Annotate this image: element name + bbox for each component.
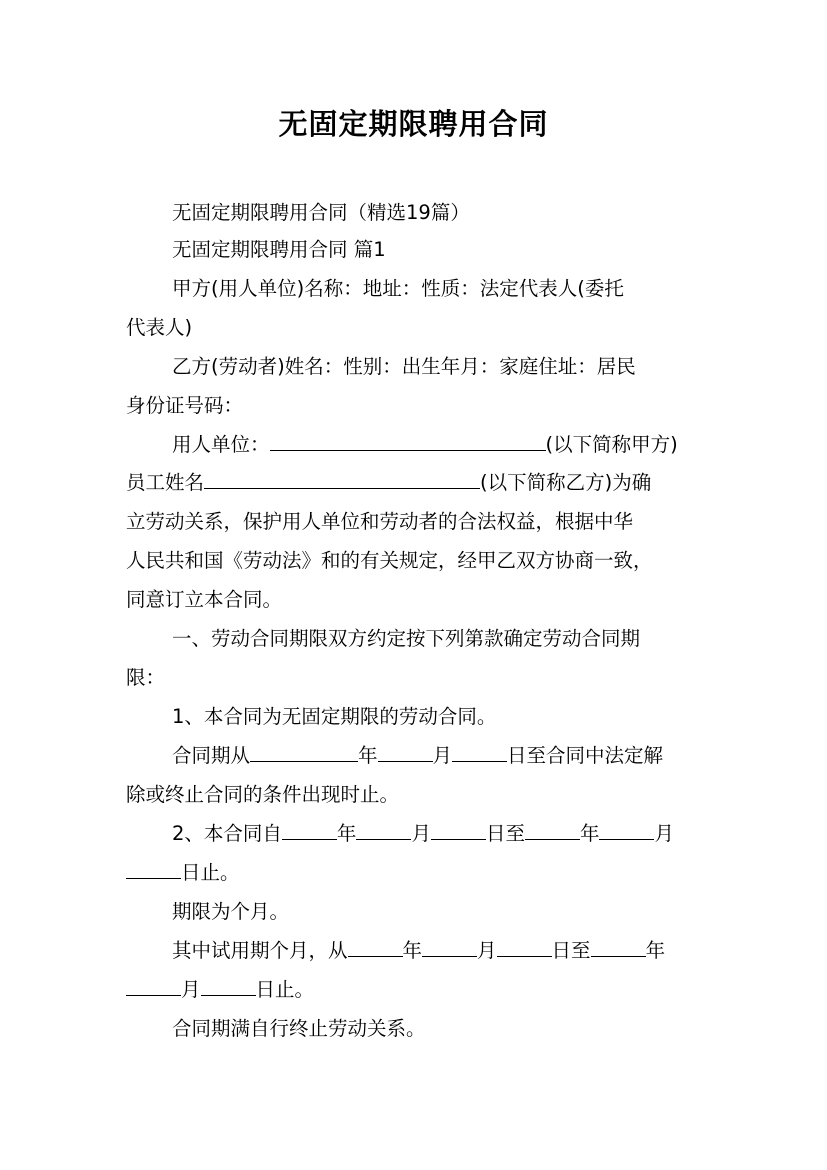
text-segment: 日至 [551,939,591,962]
paragraph-clause-1: 1、本合同为无固定期限的劳动合同。 [172,705,497,728]
paragraph-contract-period-cont: 除或终止合同的条件出现时止。 [126,783,400,806]
blank-field [126,860,181,879]
blank-field [591,938,646,957]
paragraph-subtitle: 无固定期限聘用合同（精选19篇） [172,201,470,224]
text-segment: 2、本合同自 [172,822,282,845]
blank-field [356,821,411,840]
blank-field [348,938,403,957]
paragraph-party-a: 甲方(用人单位)名称：地址：性质：法定代表人(委托 [172,277,624,300]
paragraph-probation [172,938,665,964]
blank-field [497,938,552,957]
blank-field [599,821,654,840]
employee-blank [204,470,480,489]
text-segment: 日止。 [255,978,315,1001]
text-segment: 年 [336,822,357,845]
employee-label: 员工姓名 [126,471,205,494]
blank-field [282,821,337,840]
blank-field [201,977,256,996]
blank-field [126,977,181,996]
text-segment: 月 [411,822,431,845]
text-segment: 日至 [485,822,525,845]
paragraph-term-heading-cont: 限： [126,666,166,689]
text-segment: 月 [477,939,497,962]
paragraph-expiry: 合同期满自行终止劳动关系。 [172,1017,426,1040]
text-segment: 年 [358,744,378,767]
text-segment: 其中试用期个月，从 [172,939,348,962]
text-segment: 月 [654,822,674,845]
text-segment: 月 [432,744,453,767]
employer-blank [270,432,546,451]
blank-field [431,821,486,840]
paragraph-section-heading: 无固定期限聘用合同 篇1 [172,238,386,261]
paragraph-probation-cont [126,977,314,1003]
paragraph-employer-line [172,432,678,458]
paragraph-party-b-cont: 身份证号码： [126,394,244,417]
paragraph-purpose-1: 立劳动关系，保护用人单位和劳动者的合法权益，根据中华 [126,510,634,533]
paragraph-purpose-2: 人民共和国《劳动法》和的有关规定，经甲乙双方协商一致， [126,549,653,572]
blank-field [378,743,433,762]
paragraph-party-a-cont: 代表人) [126,316,193,339]
blank-field [452,743,507,762]
paragraph-contract-period [172,743,663,769]
paragraph-term-months: 期限为个月。 [172,900,290,923]
text-segment: 年 [402,939,423,962]
text-segment: 日止。 [181,861,240,884]
text-segment: 月 [181,978,201,1001]
text-segment: 年 [645,939,666,962]
text-segment: 合同期从 [172,744,251,767]
employee-tail: (以下简称乙方)为确 [480,471,652,494]
paragraph-term-heading: 一、劳动合同期限双方约定按下列第款确定劳动合同期 [172,627,641,650]
blank-field [525,821,580,840]
employer-label: 用人单位： [172,433,270,456]
text-segment: 年 [579,822,600,845]
paragraph-party-b: 乙方(劳动者)姓名：性别：出生年月：家庭住址：居民 [172,355,636,378]
document-title: 无固定期限聘用合同 [278,107,549,141]
blank-field [250,743,358,762]
paragraph-employee-line [126,470,651,496]
paragraph-purpose-3: 同意订立本合同。 [126,588,283,611]
employer-tail: (以下简称甲方) [545,433,678,456]
blank-field [422,938,477,957]
paragraph-clause-2 [172,821,674,847]
paragraph-clause-2-cont [126,860,240,886]
text-segment: 日至合同中法定解 [507,744,664,767]
